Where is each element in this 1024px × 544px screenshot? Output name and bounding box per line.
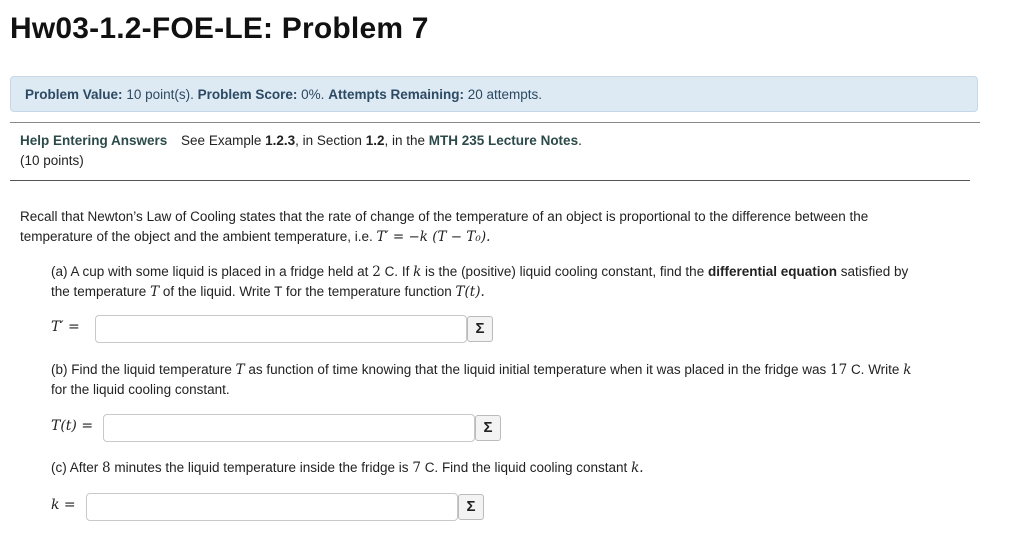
part-c-text — [51, 458, 971, 478]
part-a-text — [51, 262, 971, 302]
part-a-T: T — [150, 284, 160, 300]
help-period: . — [578, 133, 582, 148]
attempts-label: Attempts Remaining: — [328, 87, 464, 102]
answer-c-input[interactable] — [86, 493, 458, 521]
part-c-t1: (c) After — [51, 460, 99, 475]
part-c-k: k. — [631, 460, 644, 476]
part-a-t3: is the (positive) liquid cooling constant, find the — [425, 264, 705, 279]
divider — [10, 180, 970, 181]
part-b-t3: C. Write — [850, 362, 900, 377]
help-notes: MTH 235 Lecture Notes — [428, 133, 579, 148]
part-c-minutes: 8 — [102, 460, 111, 476]
part-a-t1: (a) A cup with some liquid is placed in a fridge held at — [51, 264, 369, 279]
part-a-t5: the temperature — [51, 284, 147, 299]
part-b-t4: for the liquid cooling constant. — [51, 382, 230, 397]
part-a-bold: differential equation — [707, 264, 837, 279]
value-text: 10 point(s). — [126, 87, 194, 102]
part-a-t2: C. If — [384, 264, 410, 279]
part-a-t4: satisfied by — [840, 264, 909, 279]
page-title: Hw03-1.2-FOE-LE: Problem 7 — [10, 12, 429, 45]
part-c-t3: C. Find the liquid cooling constant — [424, 460, 628, 475]
help-section: 1.2 — [365, 133, 385, 148]
score-label: Problem Score: — [197, 87, 298, 102]
intro-line2: temperature of the object and the ambient temperature, i.e. — [20, 229, 373, 244]
help-entering-answers-link[interactable]: Help Entering Answers — [20, 133, 168, 148]
intro-text — [20, 207, 940, 247]
part-c-temp: 7 — [412, 460, 421, 476]
part-b-text — [51, 360, 971, 400]
help-in-section: , in Section — [295, 133, 362, 148]
part-a-k: k — [413, 264, 422, 280]
sigma-equation-editor-button[interactable]: Σ — [467, 316, 493, 342]
divider — [10, 122, 980, 123]
value-label: Problem Value: — [25, 87, 123, 102]
part-b-T: T — [235, 362, 245, 378]
problem-info-box — [10, 76, 978, 112]
part-a-temp: 2 — [372, 264, 381, 280]
part-b-k: k — [903, 362, 912, 378]
part-b-t2: as function of time knowing that the liquid initial temperature when it was placed in the fridge was — [248, 362, 827, 377]
intro-formula: T′ = −k (T − T₀). — [376, 229, 491, 245]
part-a-t6: of the liquid. Write T for the temperature function — [162, 284, 452, 299]
part-b-t1: (b) Find the liquid temperature — [51, 362, 232, 377]
help-line — [20, 133, 582, 148]
part-b-temp: 17 — [829, 362, 848, 378]
intro-line1: Recall that Newton’s Law of Cooling states that the rate of change of the temperature of an object is proportional to the difference between the — [20, 209, 869, 224]
part-c-t2: minutes the liquid temperature inside the fridge is — [114, 460, 409, 475]
answer-c-label: k = — [51, 497, 76, 513]
sigma-equation-editor-button[interactable]: Σ — [458, 494, 484, 520]
help-in-the: , in the — [384, 133, 426, 148]
points-text: (10 points) — [20, 153, 84, 168]
answer-b-label: T(t) = — [51, 418, 94, 434]
answer-a-label: T′ = — [51, 319, 80, 335]
sigma-equation-editor-button[interactable]: Σ — [475, 415, 501, 441]
answer-b-input[interactable] — [103, 414, 475, 442]
attempts-text: 20 attempts. — [467, 87, 543, 102]
help-example: 1.2.3 — [265, 133, 296, 148]
part-a-Tt: T(t). — [455, 284, 485, 300]
answer-a-input[interactable] — [95, 315, 467, 343]
help-see-text: See Example — [181, 133, 262, 148]
score-text: 0%. — [301, 87, 325, 102]
